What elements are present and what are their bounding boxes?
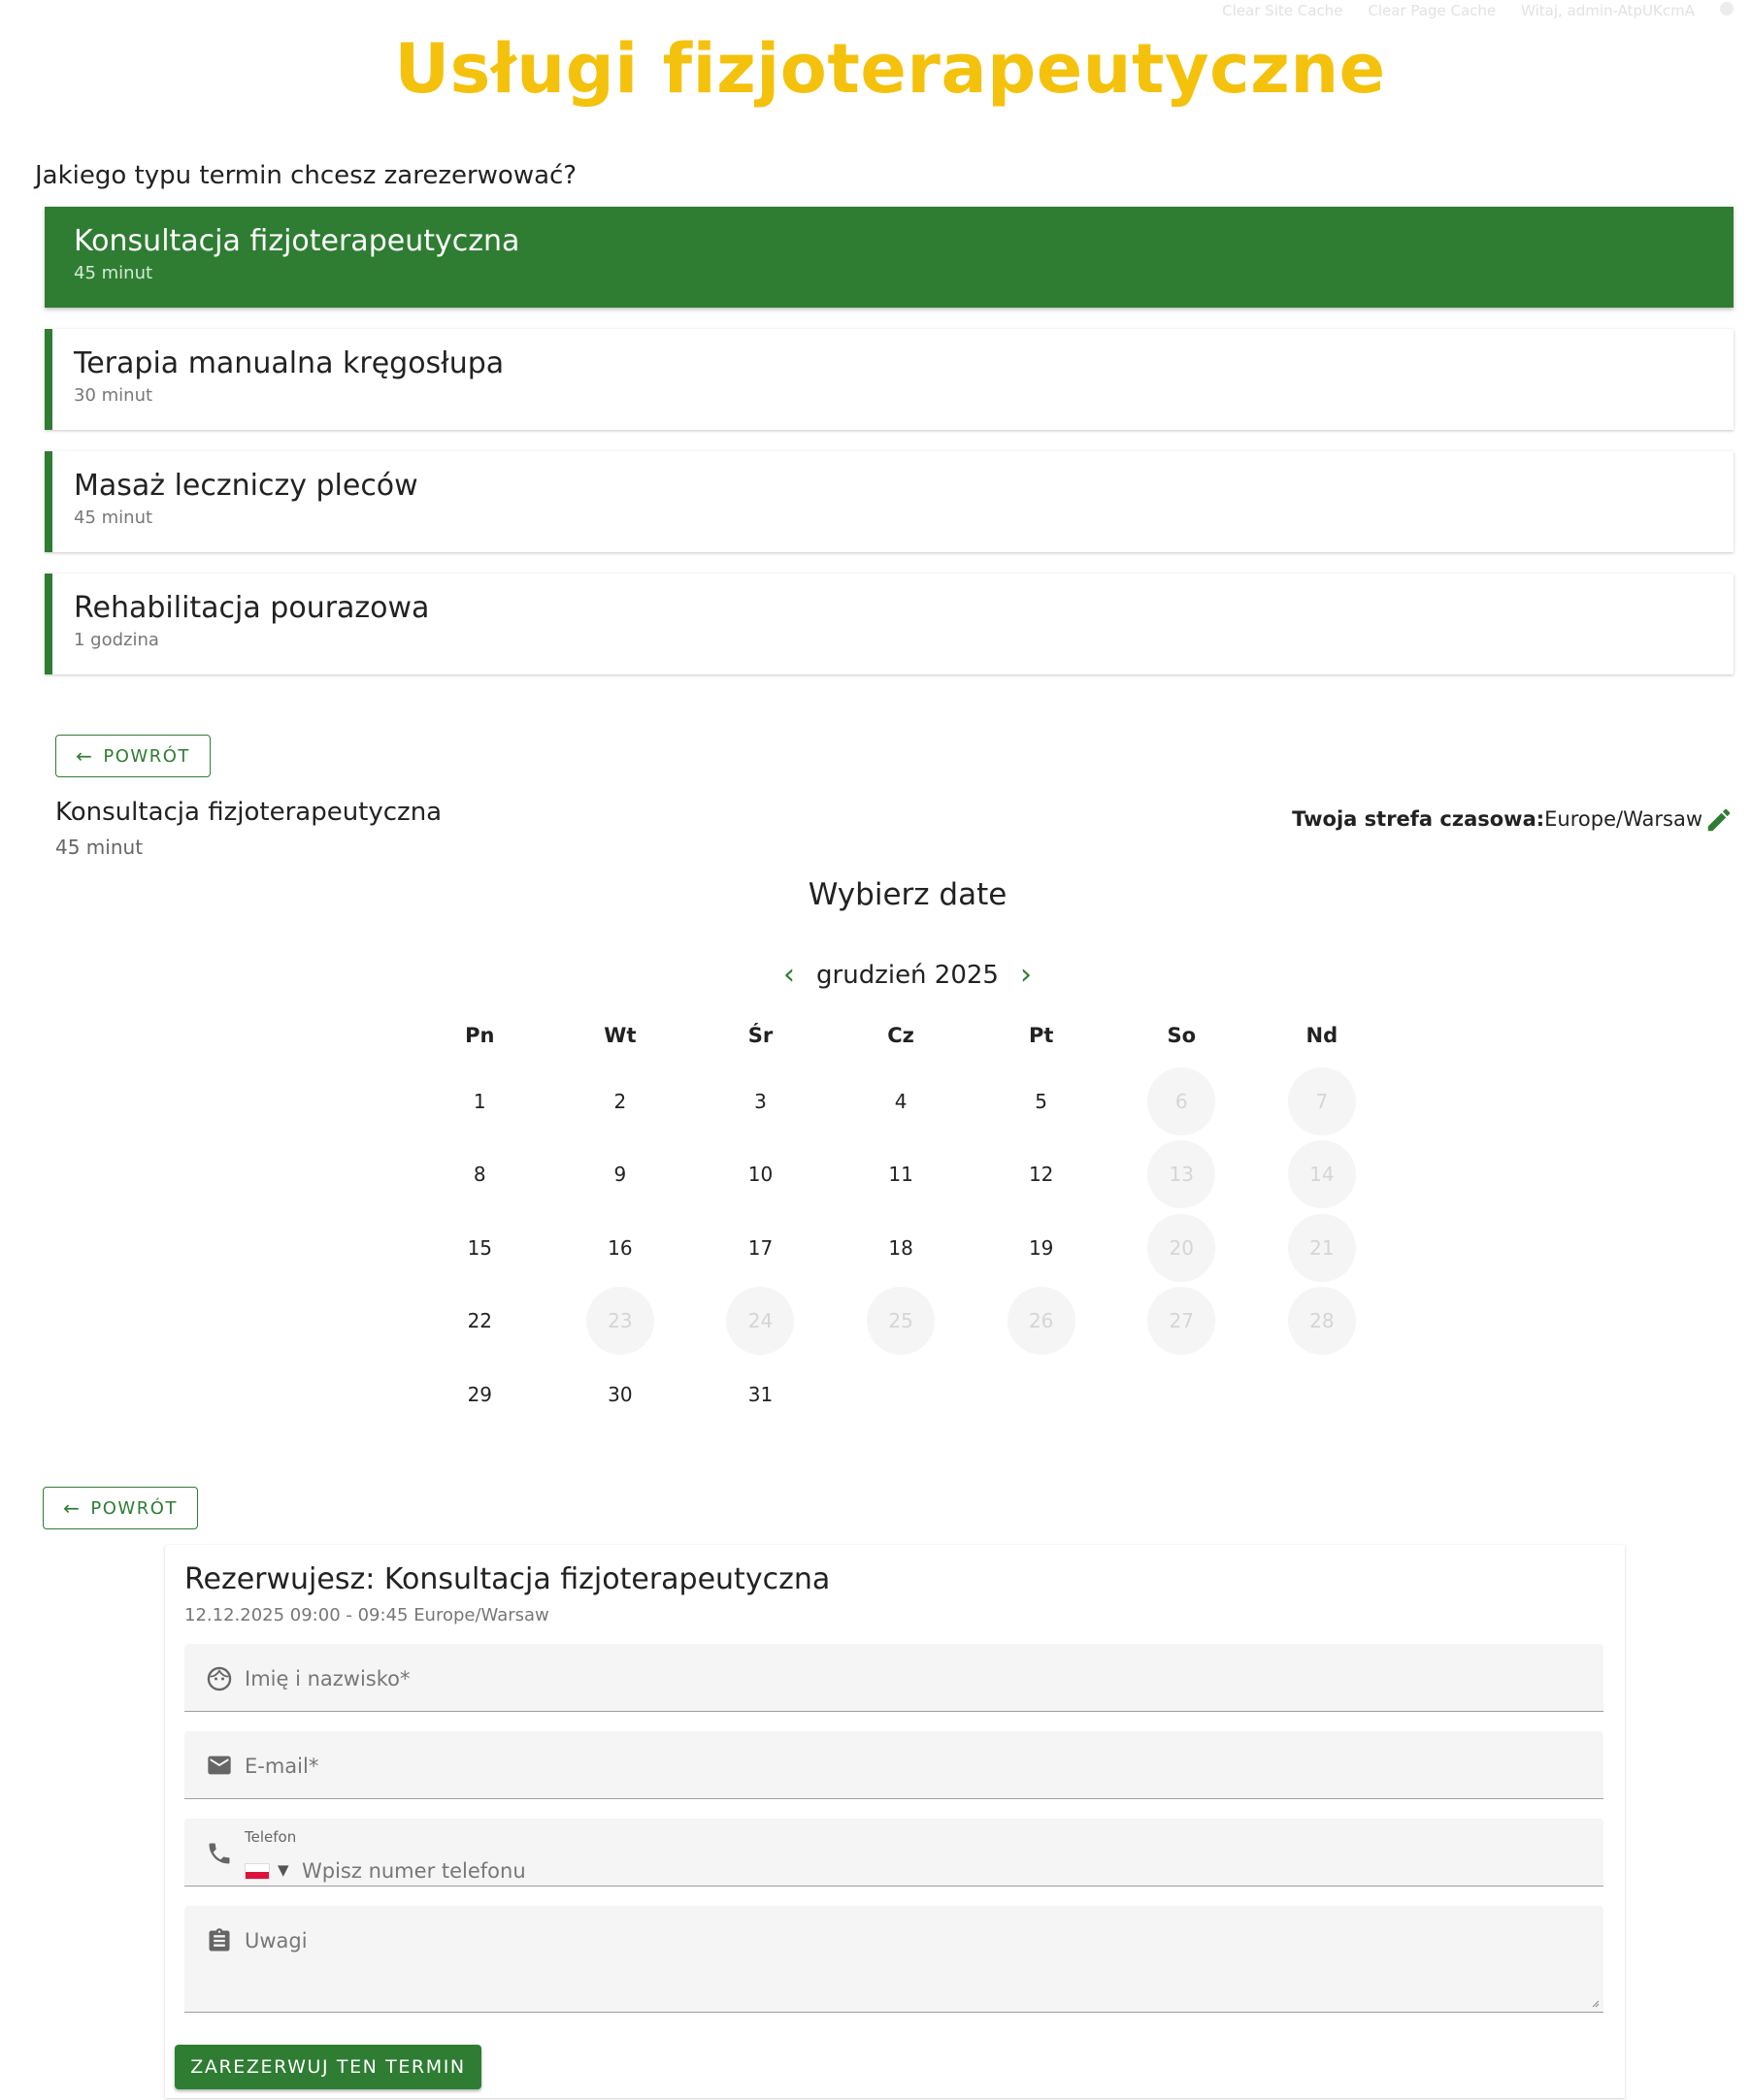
service-card-rehabilitation[interactable] xyxy=(45,574,1734,674)
calendar-day[interactable] xyxy=(410,1285,550,1359)
calendar-day[interactable] xyxy=(550,1211,691,1285)
service-type-question: Jakiego typu termin chcesz zarezerwować? xyxy=(35,161,578,190)
notes-placeholder: Uwagi xyxy=(245,1929,308,1952)
calendar-day[interactable] xyxy=(690,1065,831,1138)
chevron-right-icon[interactable]: › xyxy=(1019,958,1032,992)
weekday-header xyxy=(410,1024,1392,1047)
calendar-day-number: 21 xyxy=(1288,1214,1356,1282)
resize-handle-icon[interactable] xyxy=(1590,1998,1600,2008)
service-name: Terapia manualna kręgosłupa xyxy=(74,346,505,380)
phone-label: Telefon xyxy=(245,1828,297,1846)
admin-bar xyxy=(1222,2,1734,19)
calendar-day xyxy=(1111,1211,1252,1285)
calendar-day xyxy=(1111,1138,1252,1212)
selected-service-name: Konsultacja fizjoterapeutyczna xyxy=(55,798,443,827)
calendar-day-number: 25 xyxy=(867,1287,935,1355)
calendar-day xyxy=(1252,1138,1393,1212)
service-name: Rehabilitacja pourazowa xyxy=(74,591,430,625)
calendar-day xyxy=(1252,1211,1393,1285)
phone-icon xyxy=(206,1840,233,1867)
service-name: Konsultacja fizjoterapeutyczna xyxy=(74,224,520,258)
service-card-consultation[interactable] xyxy=(45,207,1734,308)
calendar-day xyxy=(1252,1065,1393,1138)
calendar-day-number: 30 xyxy=(608,1382,633,1406)
calendar-day[interactable] xyxy=(690,1138,831,1212)
calendar-day-number: 10 xyxy=(747,1163,774,1187)
calendar-day[interactable] xyxy=(971,1211,1111,1285)
calendar-day[interactable] xyxy=(971,1138,1111,1212)
calendar-day-number: 9 xyxy=(613,1163,627,1187)
calendar-day xyxy=(831,1285,972,1359)
calendar-day[interactable] xyxy=(550,1138,691,1212)
calendar-day xyxy=(550,1285,691,1359)
calendar-day[interactable] xyxy=(831,1211,972,1285)
weekday-label: Cz xyxy=(887,1024,914,1047)
admin-greeting[interactable]: Witaj, admin-AtpUKcmA xyxy=(1521,2,1695,19)
calendar-day xyxy=(1252,1285,1393,1359)
calendar-grid xyxy=(410,1024,1392,1431)
name-placeholder: Imię i nazwisko* xyxy=(245,1667,411,1690)
calendar-day-number: 8 xyxy=(473,1163,486,1187)
calendar-day-number: 29 xyxy=(467,1382,493,1406)
back-button-calendar[interactable] xyxy=(55,735,211,777)
user-avatar-icon[interactable] xyxy=(1720,2,1734,16)
calendar-day[interactable] xyxy=(690,1358,831,1431)
month-navigation xyxy=(0,958,1751,992)
clear-site-cache-link[interactable]: Clear Site Cache xyxy=(1222,2,1343,19)
calendar-day-number: 28 xyxy=(1288,1287,1356,1355)
calendar-day-number: 15 xyxy=(467,1235,493,1260)
calendar-day-number: 1 xyxy=(473,1089,486,1113)
calendar-day[interactable] xyxy=(550,1358,691,1431)
calendar-day xyxy=(690,1285,831,1359)
weekday-label: Śr xyxy=(747,1024,774,1047)
weekday-label: Pt xyxy=(1028,1024,1054,1047)
calendar-day-number: 26 xyxy=(1008,1287,1075,1355)
service-duration: 1 godzina xyxy=(74,630,159,650)
calendar-day xyxy=(971,1285,1111,1359)
calendar-day[interactable] xyxy=(550,1065,691,1138)
calendar-day[interactable] xyxy=(971,1065,1111,1138)
calendar-day[interactable] xyxy=(410,1138,550,1212)
current-month: grudzień 2025 xyxy=(816,961,999,990)
arrow-left-icon: ← xyxy=(76,744,94,768)
calendar-day[interactable] xyxy=(831,1138,972,1212)
service-duration: 45 minut xyxy=(74,263,153,283)
phone-placeholder: Wpisz numer telefonu xyxy=(302,1859,526,1883)
calendar-day-number: 4 xyxy=(894,1089,908,1113)
name-field[interactable] xyxy=(184,1644,1603,1712)
calendar-day-number: 7 xyxy=(1288,1067,1356,1135)
book-appointment-button[interactable]: ZAREZERWUJ TEN TERMIN xyxy=(175,2045,481,2089)
weekday-label: Nd xyxy=(1305,1024,1338,1047)
email-field[interactable] xyxy=(184,1731,1603,1799)
edit-timezone-pencil-icon[interactable] xyxy=(1704,805,1734,835)
clipboard-icon xyxy=(206,1927,233,1954)
calendar-day-number: 3 xyxy=(754,1089,767,1113)
timezone-label: Twoja strefa czasowa: xyxy=(1292,807,1545,831)
weekday-label: Wt xyxy=(604,1024,637,1047)
weekday-label: Pn xyxy=(465,1024,495,1047)
calendar-day[interactable] xyxy=(410,1358,550,1431)
caret-down-icon[interactable]: ▼ xyxy=(278,1861,289,1879)
calendar-day[interactable] xyxy=(410,1065,550,1138)
back-button-form[interactable] xyxy=(43,1487,198,1529)
arrow-left-icon: ← xyxy=(63,1496,82,1520)
service-card-back-massage[interactable] xyxy=(45,451,1734,552)
service-name: Masaż leczniczy pleców xyxy=(74,469,418,503)
calendar-day-number: 24 xyxy=(726,1287,794,1355)
calendar-day-number: 2 xyxy=(613,1089,627,1113)
chevron-left-icon[interactable]: ‹ xyxy=(783,958,796,992)
calendar-day[interactable] xyxy=(410,1211,550,1285)
booking-datetime: 12.12.2025 09:00 - 09:45 Europe/Warsaw xyxy=(184,1605,549,1625)
calendar-day xyxy=(1111,1285,1252,1359)
page-title: Usługi fizjoterapeutyczne xyxy=(394,29,1386,109)
calendar-day-number: 6 xyxy=(1147,1067,1215,1135)
calendar-day-number: 19 xyxy=(1028,1235,1054,1260)
calendar-day-number: 23 xyxy=(586,1287,654,1355)
selected-service-duration: 45 minut xyxy=(55,836,144,859)
phone-field[interactable] xyxy=(184,1819,1603,1887)
calendar-day-number: 31 xyxy=(747,1382,774,1406)
calendar-day-number: 20 xyxy=(1147,1214,1215,1282)
calendar-day xyxy=(1111,1065,1252,1138)
calendar-day-number: 27 xyxy=(1147,1287,1215,1355)
calendar-day[interactable] xyxy=(690,1211,831,1285)
calendar-days xyxy=(410,1065,1392,1431)
booking-form xyxy=(165,1545,1625,2098)
email-placeholder: E-mail* xyxy=(245,1755,319,1778)
email-icon xyxy=(206,1752,233,1779)
service-duration: 45 minut xyxy=(74,508,153,528)
calendar-day-number: 5 xyxy=(1035,1089,1048,1113)
calendar-day-number: 13 xyxy=(1147,1140,1215,1208)
back-button-label: POWRÓT xyxy=(90,1497,178,1519)
face-icon xyxy=(206,1665,233,1692)
calendar-heading: Wybierz date xyxy=(808,877,1008,912)
calendar-day-number: 12 xyxy=(1028,1163,1054,1187)
calendar-day-number: 18 xyxy=(888,1235,913,1260)
weekday-label: So xyxy=(1167,1024,1197,1047)
calendar-day-number: 11 xyxy=(888,1163,913,1187)
calendar-day-number: 14 xyxy=(1288,1140,1356,1208)
calendar-day-number: 17 xyxy=(747,1235,774,1260)
timezone-value: Europe/Warsaw xyxy=(1544,807,1702,831)
calendar-day-number: 16 xyxy=(608,1235,633,1260)
notes-field[interactable] xyxy=(184,1906,1603,2013)
service-card-spine-therapy[interactable] xyxy=(45,329,1734,430)
booking-title: Rezerwujesz: Konsultacja fizjoterapeutyczna xyxy=(184,1562,831,1596)
timezone-info xyxy=(1292,807,1702,831)
back-button-label: POWRÓT xyxy=(103,745,190,767)
poland-flag-icon[interactable] xyxy=(245,1863,270,1880)
service-duration: 30 minut xyxy=(74,385,153,406)
clear-page-cache-link[interactable]: Clear Page Cache xyxy=(1368,2,1497,19)
calendar-day-number: 22 xyxy=(467,1309,493,1333)
service-list xyxy=(45,207,1734,696)
calendar-day[interactable] xyxy=(831,1065,972,1138)
